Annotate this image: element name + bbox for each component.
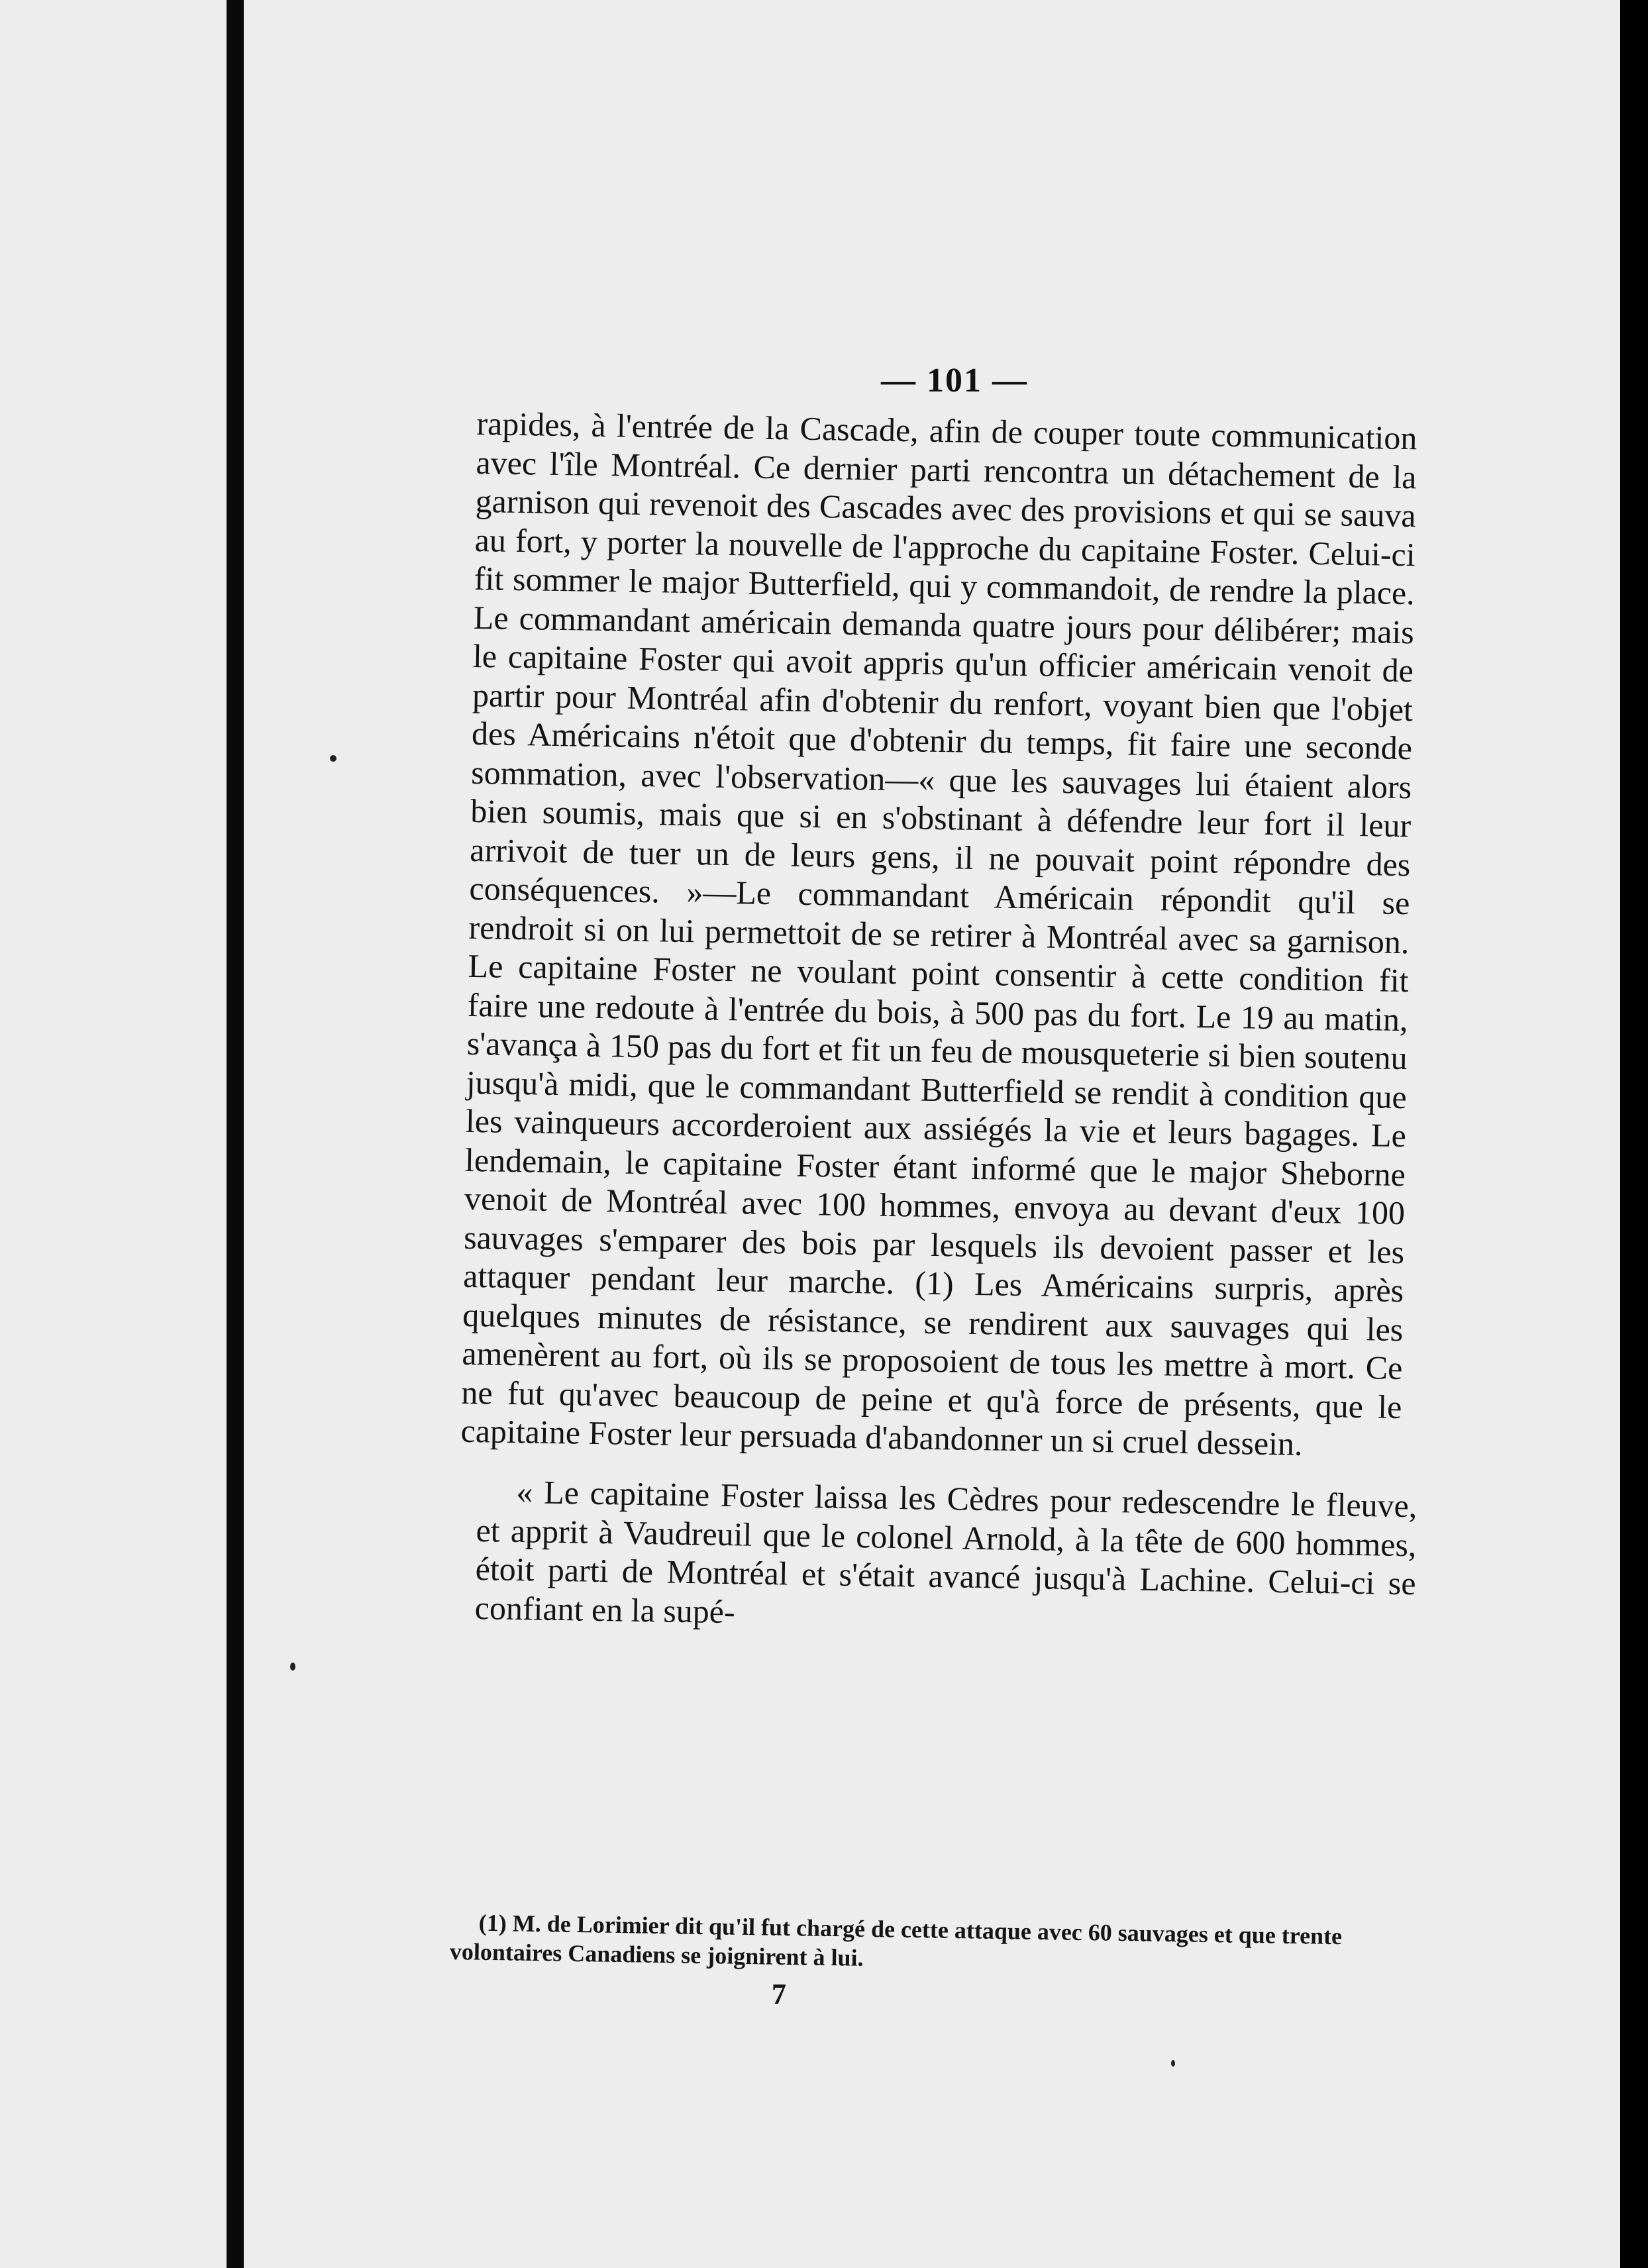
footnote: (1) M. de Lorimier dit qu'il fut chargé de cette attaque avec 60 sauvages et que trente volontaires Canadiens se joignirent à lui.	[449, 1909, 1343, 1971]
paragraph-2: « Le capitaine Foster laissa les Cèdres pour redescendre le fleuve, et apprit à Vaudreuil que le colonel Arnold, à la tête de 600 hommes, étoit parti de Montréal et s'était avancé jusqu'à Lachine. Celui-ci se confiant en la supé-	[474, 1472, 1417, 1630]
page-number: — 101 —	[881, 362, 1028, 399]
ink-speck	[330, 755, 336, 762]
ink-speck	[1171, 2060, 1175, 2067]
left-page-margin	[0, 0, 227, 2268]
body-text	[460, 404, 1417, 1630]
ink-speck	[290, 1663, 295, 1671]
scan-edge	[1620, 0, 1648, 2268]
paragraph-1: rapides, à l'entrée de la Cascade, afin de couper toute communication avec l'île Montréal. Ce dernier parti rencontra un détachement de la garnison qui revenoit des Cascades avec des provisions et qui se sauva au fort, y porter la nouvelle de l'approche du capitaine Foster. Celui-ci fit sommer le major Butterfield, qui y commandoit, de rendre la place. Le commandant américain demanda quatre jours pour délibérer; mais le capitaine Foster qui avoit appris qu'un officier américain venoit de partir pour Montréal afin d'obtenir du renfort, voyant bien que l'objet des Américains n'étoit que d'obtenir du temps, fit faire une seconde sommation, avec l'observation—« que les sauvages lui étaient alors bien soumis, mais que si en s'obstinant à défendre leur fort il leur arrivoit de tuer un de leurs gens, il ne pouvait point répondre des conséquences. »—Le commandant Américain répondit qu'il se rendroit si on lui permettoit de se retirer à Montréal avec sa garnison. Le capitaine Foster ne voulant point consentir à cette condition fit faire une redoute à l'entrée du bois, à 500 pas du fort. Le 19 au matin, s'avança à 150 pas du fort et fit un feu de mousqueterie si bien soutenu jusqu'à midi, que le commandant Butterfield se rendit à condition que les vainqueurs accorderoient aux assiégés la vie et leurs bagages. Le lendemain, le capitaine Foster étant informé que le major Sheborne venoit de Montréal avec 100 hommes, envoya au devant d'eux 100 sauvages s'emparer des bois par lesquels ils devoient passer et les attaquer pendant leur marche. (1) Les Américains surpris, après quelques minutes de résistance, se rendirent aux sauvages qui les amenèrent au fort, où ils se proposoient de tous les mettre à mort. Ce ne fut qu'avec beaucoup de peine et qu'à force de présents, que le capitaine Foster leur persuada d'abandonner un si cruel dessein.	[460, 404, 1417, 1463]
page-gutter	[227, 0, 244, 2268]
signature-mark: 7	[772, 1978, 786, 2010]
